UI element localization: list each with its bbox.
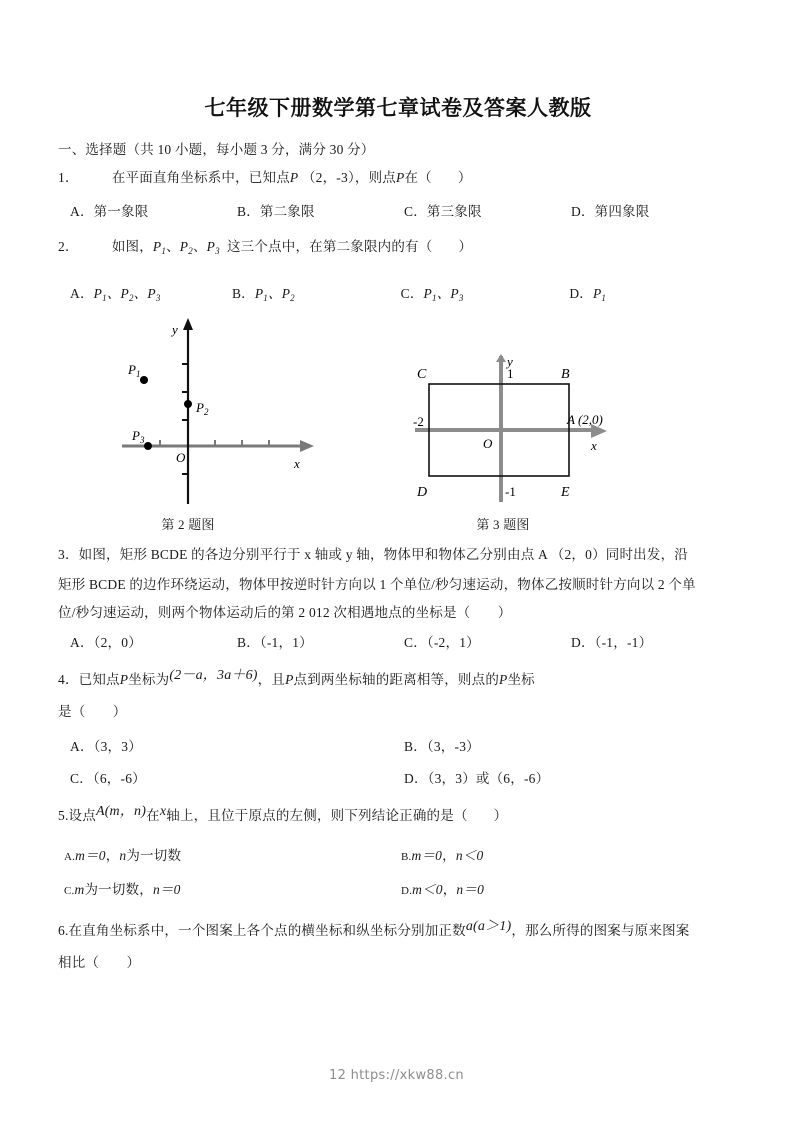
question-4-text2: 坐标为 <box>128 672 170 688</box>
y-axis-label: y <box>172 322 178 338</box>
point-p3 <box>144 442 152 450</box>
sep: 、 <box>192 238 207 254</box>
question-4-options-row-2 <box>58 767 738 787</box>
option-5-b-tail: ， <box>442 848 456 864</box>
question-4-line-1 <box>58 667 738 695</box>
option-2-d-items: $P_1$ <box>592 285 607 303</box>
question-2-p3: P <box>206 238 216 254</box>
point-p2-label: $P_2$ <box>196 400 209 418</box>
question-6-line-2: 相比（ ） <box>58 954 141 970</box>
option-5-d[interactable] <box>401 878 738 898</box>
vertex-label-c: C <box>417 367 427 383</box>
question-4-text4: 点到两坐标轴的距离相等，则点的 <box>293 672 500 688</box>
option-5-b-label: B. <box>401 851 412 864</box>
point-p2 <box>184 400 192 408</box>
figure-question-2 <box>120 316 320 511</box>
question-6-text-line1: 在直角坐标系中，一个图案上各个点的横坐标和纵坐标分别加正数 <box>68 923 466 939</box>
option-5-a-formula: m＝0 <box>75 848 106 864</box>
option-4-d[interactable]: D．（3，3）或（6，-6） <box>404 770 550 786</box>
option-5-b-formula2: n＜0 <box>455 848 484 864</box>
question-2 <box>58 234 738 260</box>
option-5-c-label: C. <box>64 885 75 898</box>
option-5-b[interactable] <box>401 844 738 864</box>
question-2-text2: 这三个点中，在第二象限内的有（ <box>226 238 433 254</box>
question-2-p2: P <box>179 238 189 254</box>
option-2-b-label: B． <box>231 285 255 301</box>
question-2-p1: P <box>152 238 162 254</box>
origin-label: O <box>483 436 493 452</box>
question-1-number: 1． <box>58 170 79 185</box>
origin-label: O <box>176 450 186 466</box>
option-1-a[interactable]: A．第一象限 <box>70 203 149 219</box>
option-5-c[interactable] <box>58 878 401 898</box>
page-title: 七年级下册数学第七章试卷及答案人教版 <box>204 96 592 120</box>
option-5-d-formula2: n＝0 <box>456 882 485 898</box>
option-3-a[interactable]: A．（2，0） <box>70 635 142 651</box>
question-5-options-row-2 <box>58 878 738 898</box>
question-1-var-p2: P <box>396 170 405 185</box>
question-4-text: 已知点 <box>78 672 120 688</box>
option-1-d[interactable]: D．第四象限 <box>571 203 650 219</box>
option-5-a[interactable] <box>58 844 401 864</box>
question-4-var-p2: P <box>285 672 294 688</box>
question-3-number: 3． <box>58 547 79 563</box>
question-2-options <box>58 282 738 303</box>
option-4-c[interactable]: C．（6，-6） <box>70 770 146 786</box>
coordinate-plane-svg <box>120 316 320 506</box>
option-5-c-formula2: n＝0 <box>152 882 181 898</box>
vertex-label-e: E <box>561 485 570 501</box>
option-5-a-label: A. <box>64 851 76 864</box>
figure-question-3 <box>413 354 623 509</box>
question-3-options <box>58 631 738 651</box>
option-2-d[interactable] <box>569 282 738 303</box>
section-heading: 一、选择题（共 10 小题，每小题 3 分，满分 30 分） <box>58 142 375 157</box>
document-body <box>58 92 738 979</box>
tick-label-bottom-neg1: -1 <box>505 484 516 500</box>
option-2-a[interactable] <box>58 282 232 303</box>
question-1-text2: （2，-3），则点 <box>301 170 396 185</box>
option-2-d-label: D． <box>569 285 593 301</box>
rectangle-plane-svg <box>413 354 623 504</box>
option-5-d-tail: ， <box>442 882 457 898</box>
option-5-b-formula: m＝0 <box>411 848 443 864</box>
figures-row <box>58 316 738 536</box>
question-5-text4: ） <box>493 807 508 823</box>
option-5-d-label: D. <box>401 885 413 898</box>
tick-label-top-1: 1 <box>507 366 514 382</box>
y-axis-label: y <box>507 354 513 370</box>
option-2-a-label: A． <box>70 285 94 301</box>
option-5-c-tail: 为一切数， <box>84 882 153 898</box>
question-1-text4: ） <box>457 170 472 185</box>
option-4-b[interactable]: B．（3，-3） <box>404 738 480 754</box>
question-4-options-row-1 <box>58 735 738 755</box>
option-5-a-tail: ， <box>105 848 120 864</box>
watermark-footer: 12 https://xkw88.cn <box>329 1068 464 1083</box>
question-3-line-2: 矩形 BCDE 的边作环绕运动，物体甲按逆时针方向以 1 个单位/秒匀速运动，物体乙按顺时针方向以 2 个单 <box>58 577 696 593</box>
sep: 、 <box>166 238 180 254</box>
question-4-text5: 坐标 <box>507 672 535 688</box>
option-2-c-label: C． <box>400 285 424 301</box>
question-2-p3-sub: 3 <box>215 245 220 256</box>
question-6-line-1 <box>58 918 738 946</box>
figure-3-caption: 第 3 题图 <box>476 517 530 533</box>
option-5-d-formula: m＜0 <box>412 882 443 898</box>
option-3-d[interactable]: D．（-1，-1） <box>571 635 653 651</box>
option-1-b[interactable]: B．第二象限 <box>237 203 315 219</box>
question-6-text-line1b: ，那么所得的图案与原来图案 <box>511 923 690 939</box>
question-1 <box>58 165 738 191</box>
option-2-c[interactable] <box>401 282 570 303</box>
question-1-text: 在平面直角坐标系中，已知点 <box>111 170 290 185</box>
question-2-text: 如图， <box>111 238 153 254</box>
question-5-formula-x: x <box>159 803 167 819</box>
question-3-text-line1: 如图，矩形 BCDE 的各边分别平行于 x 轴或 y 轴，物体甲和物体乙分别由点 A （2，0）同时出发，沿 <box>78 547 688 563</box>
option-5-c-formula: m <box>74 882 85 898</box>
point-p1 <box>140 376 148 384</box>
question-1-var-p: P <box>289 170 299 185</box>
question-5-formula-a: A(m，n) <box>95 803 147 819</box>
vertex-label-d: D <box>417 485 428 501</box>
question-2-number: 2． <box>58 238 79 254</box>
option-2-b-items: $P_1$、$P_2$ <box>254 285 295 303</box>
x-axis-label: x <box>294 456 300 472</box>
option-1-c[interactable]: C．第三象限 <box>404 203 482 219</box>
question-4-number: 4． <box>58 672 79 688</box>
point-p3-label: $P_3$ <box>132 428 145 446</box>
question-2-p1-sub: 1 <box>161 245 167 256</box>
question-2-text3: ） <box>458 238 473 254</box>
point-a-label: A (2,0) <box>567 412 603 428</box>
y-axis-arrow <box>183 318 193 330</box>
y-axis-arrow <box>496 354 506 362</box>
vertex-label-b: B <box>561 367 570 383</box>
question-4-var-p3: P <box>499 672 508 688</box>
question-5-number: 5. <box>58 807 69 823</box>
question-6-number: 6. <box>58 923 69 939</box>
option-5-a-tail2: 为一切数 <box>126 848 182 864</box>
option-2-b[interactable] <box>232 282 401 303</box>
question-5-line-1 <box>58 803 738 831</box>
option-5-a-formula2: n <box>119 848 127 864</box>
question-5-options-row-1 <box>58 844 738 864</box>
question-1-options <box>58 200 738 220</box>
point-p1-label: $P_1$ <box>128 362 141 380</box>
option-3-b[interactable]: B．（-1，1） <box>237 635 313 651</box>
option-2-c-items: $P_1$、$P_3$ <box>423 285 464 303</box>
question-1-text3: 在（ <box>404 170 432 185</box>
question-4-formula: (2－a，3a＋6) <box>169 668 258 684</box>
tick-label-left-neg2: -2 <box>413 414 424 430</box>
question-6-formula: a(a＞1) <box>465 919 512 935</box>
option-3-c[interactable]: C．（-2，1） <box>404 635 480 651</box>
option-2-a-items: $P_1$、$P_2$、$P_3$ <box>93 285 161 303</box>
question-5-text: 设点 <box>68 807 96 823</box>
question-3-line-3: 位/秒匀速运动，则两个物体运动后的第 2 012 次相遇地点的坐标是（ ） <box>58 604 512 620</box>
question-3-line-1 <box>58 542 738 568</box>
option-4-a[interactable]: A．（3，3） <box>70 738 142 754</box>
question-4-text3: ，且 <box>257 672 286 688</box>
x-axis-label: x <box>591 438 597 454</box>
question-5-text3: 轴上，且位于原点的左侧，则下列结论正确的是（ <box>166 807 468 823</box>
question-2-p2-sub: 2 <box>188 245 193 256</box>
x-axis-arrow <box>300 440 314 452</box>
figure-2-caption: 第 2 题图 <box>161 517 215 533</box>
question-4-line-2: 是（ ） <box>58 703 127 719</box>
question-5-text2: 在 <box>146 807 160 823</box>
question-4-var-p: P <box>119 672 129 688</box>
